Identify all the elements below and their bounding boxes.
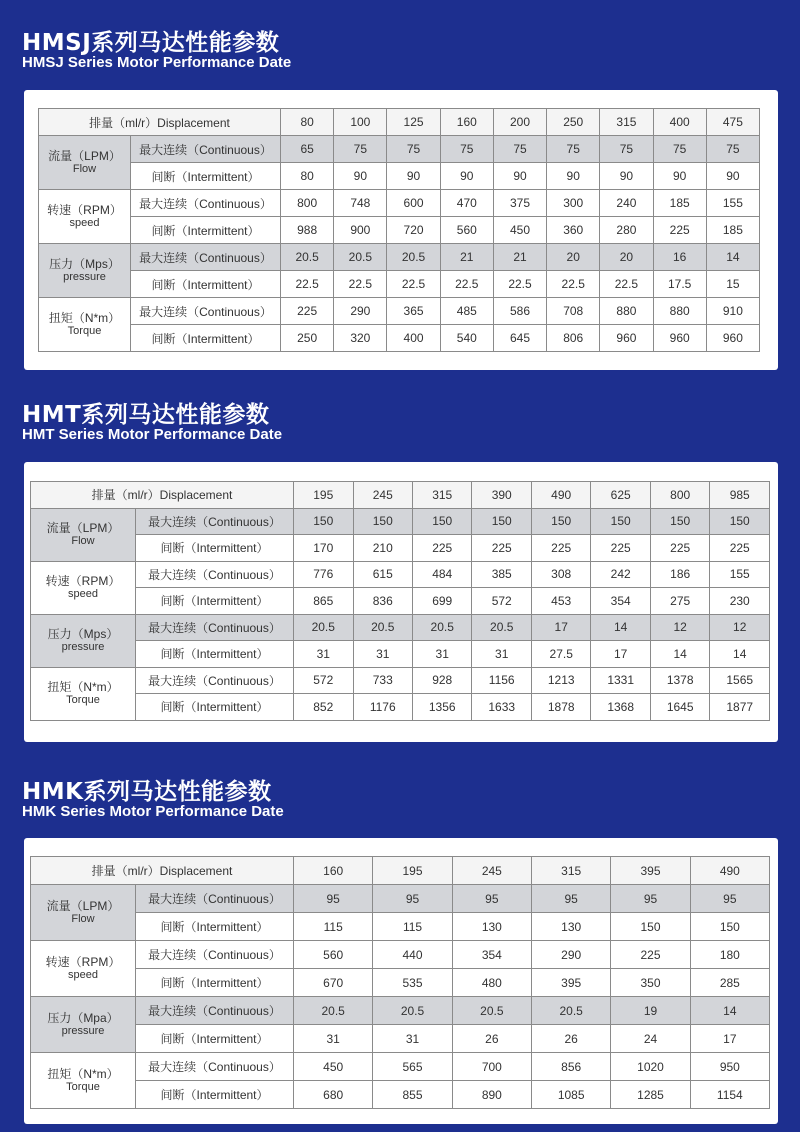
intermittent-value: 1176 — [353, 694, 412, 721]
group-label-en: speed — [68, 587, 98, 600]
intermittent-value: 150 — [690, 913, 769, 941]
continuous-value: 155 — [710, 561, 770, 588]
table-row — [31, 913, 770, 941]
continuous-value: 615 — [353, 561, 412, 588]
continuous-value: 14 — [706, 244, 759, 271]
continuous-value: 485 — [440, 298, 493, 325]
continuous-value: 150 — [650, 508, 709, 535]
continuous-value: 150 — [710, 508, 770, 535]
intermittent-value: 806 — [547, 325, 600, 352]
continuous-value: 20.5 — [294, 997, 373, 1025]
continuous-value: 75 — [653, 136, 706, 163]
displacement-value: 490 — [690, 857, 769, 885]
continuous-value: 290 — [532, 941, 611, 969]
intermittent-value: 395 — [532, 969, 611, 997]
intermittent-value: 90 — [706, 163, 759, 190]
table-row — [31, 941, 770, 969]
continuous-value: 12 — [710, 614, 770, 641]
continuous-value: 150 — [531, 508, 590, 535]
intermittent-label: 间断（Intermittent） — [131, 271, 281, 298]
continuous-value: 586 — [493, 298, 546, 325]
continuous-value: 572 — [294, 667, 353, 694]
intermittent-value: 1368 — [591, 694, 650, 721]
parameter-group-label — [31, 941, 136, 997]
continuous-value: 1156 — [472, 667, 531, 694]
continuous-value: 365 — [387, 298, 440, 325]
intermittent-value: 720 — [387, 217, 440, 244]
continuous-label: 最大连续（Continuous） — [131, 244, 281, 271]
intermittent-label: 间断（Intermittent） — [136, 588, 294, 615]
parameter-group-label — [31, 997, 136, 1053]
intermittent-label: 间断（Intermittent） — [136, 694, 294, 721]
continuous-value: 20.5 — [373, 997, 452, 1025]
intermittent-label: 间断（Intermittent） — [131, 325, 281, 352]
intermittent-value: 560 — [440, 217, 493, 244]
continuous-value: 1378 — [650, 667, 709, 694]
intermittent-value: 115 — [294, 913, 373, 941]
continuous-value: 75 — [440, 136, 493, 163]
group-label-en: speed — [69, 216, 100, 229]
displacement-value: 490 — [531, 482, 590, 509]
group-label-cn: 扭矩（N*m） — [47, 679, 119, 694]
intermittent-value: 170 — [294, 535, 353, 562]
intermittent-value: 90 — [440, 163, 493, 190]
table-row — [31, 1081, 770, 1109]
continuous-value: 565 — [373, 1053, 452, 1081]
group-label-cn: 流量（LPM） — [46, 520, 120, 535]
displacement-value: 390 — [472, 482, 531, 509]
intermittent-value: 699 — [412, 588, 471, 615]
intermittent-value: 1878 — [531, 694, 590, 721]
continuous-value: 708 — [547, 298, 600, 325]
continuous-label: 最大连续（Continuous） — [136, 997, 294, 1025]
group-label-cn: 转速（RPM） — [45, 573, 121, 588]
continuous-value: 150 — [353, 508, 412, 535]
group-label-cn: 压力（Mpa） — [47, 1010, 119, 1025]
displacement-value: 395 — [611, 857, 690, 885]
continuous-label: 最大连续（Continuous） — [131, 190, 281, 217]
intermittent-value: 1285 — [611, 1081, 690, 1109]
intermittent-value: 225 — [591, 535, 650, 562]
intermittent-value: 22.5 — [387, 271, 440, 298]
intermittent-value: 90 — [387, 163, 440, 190]
continuous-label: 最大连续（Continuous） — [131, 298, 281, 325]
intermittent-value: 225 — [412, 535, 471, 562]
intermittent-value: 354 — [591, 588, 650, 615]
continuous-value: 20.5 — [387, 244, 440, 271]
continuous-value: 95 — [532, 885, 611, 913]
displacement-value: 315 — [532, 857, 611, 885]
intermittent-label: 间断（Intermittent） — [136, 969, 294, 997]
intermittent-value: 320 — [334, 325, 387, 352]
intermittent-label: 间断（Intermittent） — [136, 1081, 294, 1109]
group-label-cn: 扭矩（N*m） — [48, 310, 121, 325]
continuous-value: 20 — [547, 244, 600, 271]
continuous-value: 20.5 — [412, 614, 471, 641]
table-row — [31, 969, 770, 997]
intermittent-value: 115 — [373, 913, 452, 941]
intermittent-value: 453 — [531, 588, 590, 615]
group-label-en: Flow — [71, 534, 95, 547]
intermittent-label: 间断（Intermittent） — [131, 217, 281, 244]
section-title-en: HMSJ Series Motor Performance Date — [22, 54, 292, 71]
continuous-value: 155 — [706, 190, 759, 217]
continuous-value: 1565 — [710, 667, 770, 694]
intermittent-value: 960 — [706, 325, 759, 352]
continuous-label: 最大连续（Continuous） — [136, 614, 294, 641]
continuous-value: 150 — [294, 508, 353, 535]
continuous-value: 1213 — [531, 667, 590, 694]
displacement-value: 160 — [294, 857, 373, 885]
intermittent-value: 1877 — [710, 694, 770, 721]
group-label-en: pressure — [63, 270, 106, 283]
intermittent-value: 90 — [493, 163, 546, 190]
intermittent-value: 280 — [600, 217, 653, 244]
continuous-value: 385 — [472, 561, 531, 588]
intermittent-value: 80 — [281, 163, 334, 190]
intermittent-value: 865 — [294, 588, 353, 615]
continuous-value: 21 — [493, 244, 546, 271]
continuous-value: 800 — [281, 190, 334, 217]
intermittent-value: 1356 — [412, 694, 471, 721]
intermittent-value: 450 — [493, 217, 546, 244]
intermittent-value: 900 — [334, 217, 387, 244]
intermittent-value: 1154 — [690, 1081, 769, 1109]
continuous-label: 最大连续（Continuous） — [136, 1053, 294, 1081]
continuous-value: 14 — [591, 614, 650, 641]
parameter-group-label — [31, 1053, 136, 1109]
group-label-en: pressure — [61, 1024, 105, 1037]
intermittent-value: 27.5 — [531, 641, 590, 668]
intermittent-value: 31 — [373, 1025, 452, 1053]
continuous-value: 75 — [706, 136, 759, 163]
continuous-value: 75 — [493, 136, 546, 163]
continuous-value: 75 — [547, 136, 600, 163]
section-title-en: HMT Series Motor Performance Date — [22, 426, 283, 443]
intermittent-value: 24 — [611, 1025, 690, 1053]
displacement-value: 100 — [334, 109, 387, 136]
continuous-value: 95 — [690, 885, 769, 913]
displacement-value: 245 — [353, 482, 412, 509]
displacement-value: 200 — [493, 109, 546, 136]
continuous-label: 最大连续（Continuous） — [136, 561, 294, 588]
intermittent-value: 225 — [472, 535, 531, 562]
parameter-group-label — [31, 885, 136, 941]
intermittent-value: 836 — [353, 588, 412, 615]
displacement-value: 80 — [281, 109, 334, 136]
continuous-value: 1331 — [591, 667, 650, 694]
intermittent-value: 275 — [650, 588, 709, 615]
continuous-value: 20.5 — [452, 997, 531, 1025]
intermittent-value: 130 — [532, 913, 611, 941]
intermittent-value: 26 — [452, 1025, 531, 1053]
continuous-value: 12 — [650, 614, 709, 641]
table-row — [31, 885, 770, 913]
intermittent-value: 852 — [294, 694, 353, 721]
intermittent-value: 670 — [294, 969, 373, 997]
intermittent-value: 960 — [653, 325, 706, 352]
intermittent-value: 22.5 — [334, 271, 387, 298]
intermittent-value: 400 — [387, 325, 440, 352]
intermittent-value: 14 — [710, 641, 770, 668]
continuous-value: 17 — [531, 614, 590, 641]
intermittent-value: 360 — [547, 217, 600, 244]
group-label-en: Flow — [72, 162, 97, 175]
intermittent-value: 17 — [591, 641, 650, 668]
continuous-value: 600 — [387, 190, 440, 217]
continuous-value: 440 — [373, 941, 452, 969]
continuous-value: 20.5 — [472, 614, 531, 641]
continuous-value: 928 — [412, 667, 471, 694]
continuous-value: 95 — [611, 885, 690, 913]
continuous-value: 225 — [281, 298, 334, 325]
continuous-value: 19 — [611, 997, 690, 1025]
continuous-value: 65 — [281, 136, 334, 163]
continuous-value: 308 — [531, 561, 590, 588]
continuous-value: 75 — [600, 136, 653, 163]
continuous-label: 最大连续（Continuous） — [136, 885, 294, 913]
continuous-label: 最大连续（Continuous） — [136, 508, 294, 535]
intermittent-value: 225 — [710, 535, 770, 562]
group-label-en: Torque — [66, 1080, 100, 1093]
group-label-cn: 压力（Mps） — [47, 626, 119, 641]
intermittent-value: 572 — [472, 588, 531, 615]
intermittent-value: 645 — [493, 325, 546, 352]
intermittent-value: 890 — [452, 1081, 531, 1109]
table-row — [31, 1025, 770, 1053]
displacement-value: 400 — [653, 109, 706, 136]
table-row — [31, 1053, 770, 1081]
intermittent-value: 31 — [412, 641, 471, 668]
intermittent-value: 15 — [706, 271, 759, 298]
displacement-value: 245 — [452, 857, 531, 885]
intermittent-value: 250 — [281, 325, 334, 352]
intermittent-value: 988 — [281, 217, 334, 244]
continuous-value: 470 — [440, 190, 493, 217]
continuous-value: 150 — [591, 508, 650, 535]
continuous-value: 300 — [547, 190, 600, 217]
intermittent-value: 90 — [547, 163, 600, 190]
group-label-en: Flow — [71, 912, 95, 925]
continuous-value: 748 — [334, 190, 387, 217]
group-label-en: Torque — [66, 693, 100, 706]
continuous-value: 180 — [690, 941, 769, 969]
continuous-value: 560 — [294, 941, 373, 969]
displacement-value: 475 — [706, 109, 759, 136]
continuous-value: 910 — [706, 298, 759, 325]
continuous-value: 450 — [294, 1053, 373, 1081]
continuous-value: 290 — [334, 298, 387, 325]
displacement-row — [31, 857, 770, 885]
continuous-value: 225 — [611, 941, 690, 969]
group-label-en: Torque — [67, 324, 102, 337]
intermittent-value: 960 — [600, 325, 653, 352]
continuous-label: 最大连续（Continuous） — [136, 941, 294, 969]
continuous-value: 776 — [294, 561, 353, 588]
intermittent-value: 26 — [532, 1025, 611, 1053]
section-title-en: HMK Series Motor Performance Date — [22, 803, 284, 820]
continuous-value: 16 — [653, 244, 706, 271]
intermittent-value: 22.5 — [600, 271, 653, 298]
intermittent-value: 540 — [440, 325, 493, 352]
section-title-cn: HMT系列马达性能参数 — [22, 402, 270, 428]
intermittent-value: 17.5 — [653, 271, 706, 298]
continuous-value: 75 — [334, 136, 387, 163]
continuous-value: 240 — [600, 190, 653, 217]
intermittent-value: 225 — [650, 535, 709, 562]
continuous-value: 95 — [452, 885, 531, 913]
continuous-value: 733 — [353, 667, 412, 694]
displacement-value: 160 — [440, 109, 493, 136]
intermittent-value: 90 — [334, 163, 387, 190]
continuous-value: 375 — [493, 190, 546, 217]
continuous-label: 最大连续（Continuous） — [131, 136, 281, 163]
intermittent-value: 185 — [706, 217, 759, 244]
continuous-value: 75 — [387, 136, 440, 163]
group-label-cn: 转速（RPM） — [45, 954, 121, 969]
continuous-value: 1020 — [611, 1053, 690, 1081]
displacement-value: 125 — [387, 109, 440, 136]
intermittent-value: 1645 — [650, 694, 709, 721]
group-label-en: speed — [68, 968, 98, 981]
continuous-value: 856 — [532, 1053, 611, 1081]
section-title-cn: HMK系列马达性能参数 — [22, 779, 272, 805]
intermittent-value: 230 — [710, 588, 770, 615]
intermittent-value: 31 — [294, 1025, 373, 1053]
group-label-cn: 流量（LPM） — [48, 148, 121, 163]
continuous-value: 95 — [373, 885, 452, 913]
continuous-value: 150 — [472, 508, 531, 535]
continuous-value: 354 — [452, 941, 531, 969]
displacement-label: 排量（ml/r）Displacement — [31, 482, 294, 509]
displacement-value: 195 — [373, 857, 452, 885]
intermittent-value: 22.5 — [440, 271, 493, 298]
performance-table — [30, 856, 770, 1109]
displacement-value: 800 — [650, 482, 709, 509]
continuous-value: 950 — [690, 1053, 769, 1081]
intermittent-label: 间断（Intermittent） — [136, 1025, 294, 1053]
intermittent-value: 480 — [452, 969, 531, 997]
continuous-value: 186 — [650, 561, 709, 588]
continuous-value: 700 — [452, 1053, 531, 1081]
group-label-cn: 转速（RPM） — [47, 202, 122, 217]
continuous-value: 880 — [600, 298, 653, 325]
intermittent-value: 22.5 — [281, 271, 334, 298]
group-label-en: pressure — [61, 640, 105, 653]
continuous-value: 20.5 — [294, 614, 353, 641]
table-row — [31, 997, 770, 1025]
intermittent-label: 间断（Intermittent） — [136, 913, 294, 941]
intermittent-value: 225 — [653, 217, 706, 244]
intermittent-value: 31 — [294, 641, 353, 668]
intermittent-value: 535 — [373, 969, 452, 997]
displacement-value: 985 — [710, 482, 770, 509]
continuous-value: 484 — [412, 561, 471, 588]
intermittent-value: 22.5 — [493, 271, 546, 298]
continuous-value: 20.5 — [532, 997, 611, 1025]
continuous-value: 20.5 — [281, 244, 334, 271]
intermittent-value: 130 — [452, 913, 531, 941]
intermittent-value: 285 — [690, 969, 769, 997]
intermittent-label: 间断（Intermittent） — [136, 641, 294, 668]
intermittent-value: 225 — [531, 535, 590, 562]
displacement-label: 排量（ml/r）Displacement — [31, 857, 294, 885]
intermittent-value: 855 — [373, 1081, 452, 1109]
intermittent-label: 间断（Intermittent） — [131, 163, 281, 190]
intermittent-value: 1085 — [532, 1081, 611, 1109]
continuous-value: 21 — [440, 244, 493, 271]
intermittent-value: 90 — [653, 163, 706, 190]
continuous-value: 185 — [653, 190, 706, 217]
intermittent-value: 31 — [353, 641, 412, 668]
intermittent-value: 14 — [650, 641, 709, 668]
intermittent-value: 17 — [690, 1025, 769, 1053]
continuous-label: 最大连续（Continuous） — [136, 667, 294, 694]
intermittent-value: 1633 — [472, 694, 531, 721]
intermittent-value: 22.5 — [547, 271, 600, 298]
displacement-value: 315 — [412, 482, 471, 509]
continuous-value: 20.5 — [353, 614, 412, 641]
displacement-value: 195 — [294, 482, 353, 509]
continuous-value: 14 — [690, 997, 769, 1025]
displacement-value: 315 — [600, 109, 653, 136]
intermittent-value: 90 — [600, 163, 653, 190]
group-label-cn: 扭矩（N*m） — [47, 1066, 119, 1081]
displacement-value: 625 — [591, 482, 650, 509]
continuous-value: 95 — [294, 885, 373, 913]
section-title-cn: HMSJ系列马达性能参数 — [22, 30, 280, 56]
continuous-value: 242 — [591, 561, 650, 588]
displacement-label: 排量（ml/r）Displacement — [39, 109, 281, 136]
intermittent-value: 210 — [353, 535, 412, 562]
continuous-value: 20 — [600, 244, 653, 271]
group-label-cn: 压力（Mps） — [49, 256, 120, 271]
continuous-value: 880 — [653, 298, 706, 325]
intermittent-value: 680 — [294, 1081, 373, 1109]
intermittent-value: 150 — [611, 913, 690, 941]
group-label-cn: 流量（LPM） — [46, 898, 120, 913]
intermittent-value: 350 — [611, 969, 690, 997]
displacement-value: 250 — [547, 109, 600, 136]
continuous-value: 150 — [412, 508, 471, 535]
intermittent-value: 31 — [472, 641, 531, 668]
continuous-value: 20.5 — [334, 244, 387, 271]
intermittent-label: 间断（Intermittent） — [136, 535, 294, 562]
